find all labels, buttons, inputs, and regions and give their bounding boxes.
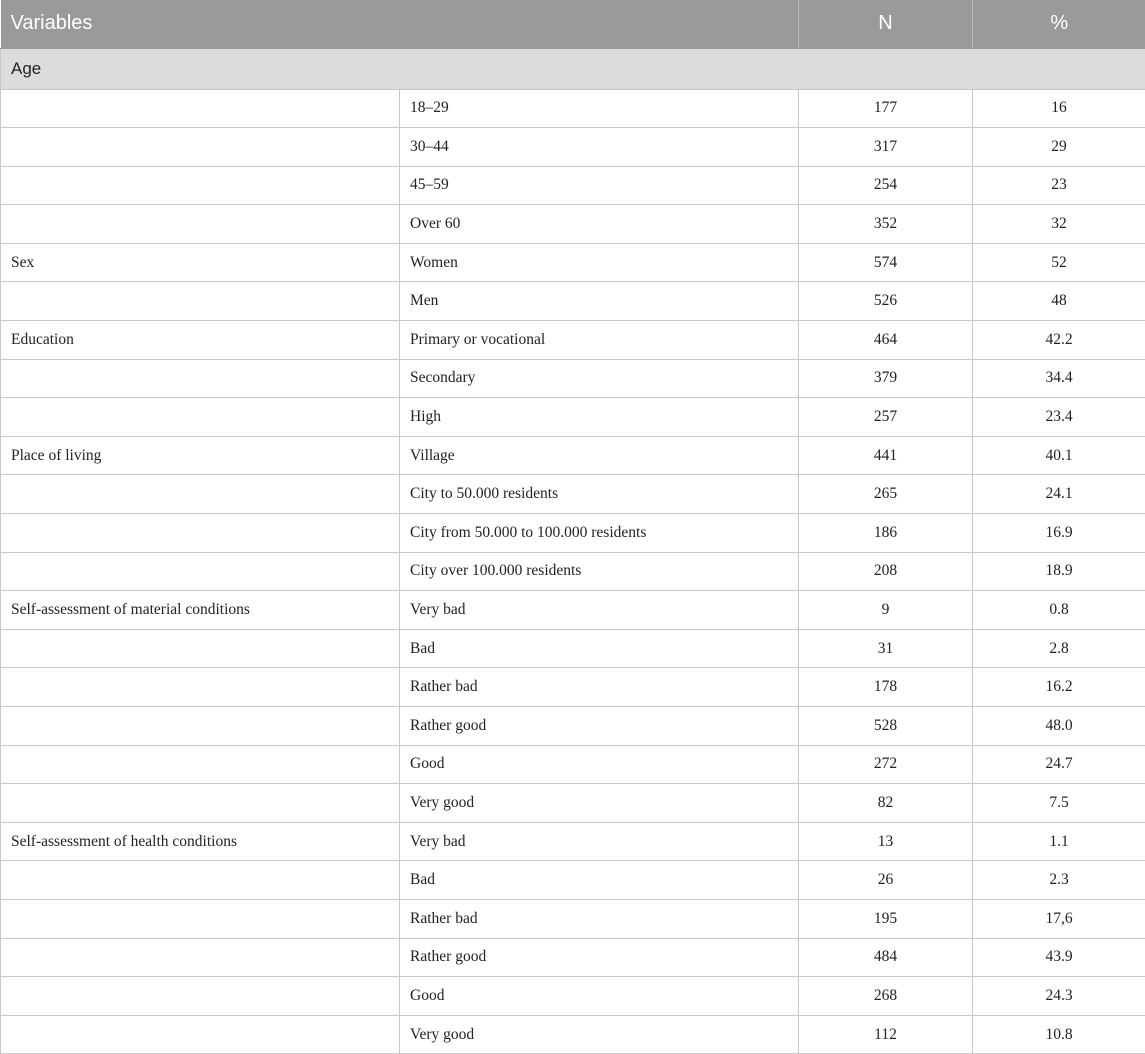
cell-percent: 42.2 [973, 321, 1145, 360]
cell-category: Women [400, 243, 799, 282]
cell-category: Men [400, 282, 799, 321]
cell-n: 177 [799, 89, 973, 128]
cell-variable [1, 552, 400, 591]
cell-n: 195 [799, 899, 973, 938]
cell-variable [1, 861, 400, 900]
cell-variable: Self-assessment of material conditions [1, 591, 400, 630]
cell-n: 208 [799, 552, 973, 591]
cell-variable: Sex [1, 243, 400, 282]
cell-percent: 29 [973, 128, 1145, 167]
cell-n: 9 [799, 591, 973, 630]
cell-category: 18–29 [400, 89, 799, 128]
cell-n: 26 [799, 861, 973, 900]
cell-variable [1, 899, 400, 938]
cell-variable [1, 89, 400, 128]
cell-percent: 1.1 [973, 822, 1145, 861]
table-row [1, 668, 1145, 707]
cell-category: Secondary [400, 359, 799, 398]
header-row [1, 0, 1145, 48]
cell-percent: 16.9 [973, 514, 1145, 553]
table-row [1, 398, 1145, 437]
cell-n: 178 [799, 668, 973, 707]
cell-variable: Place of living [1, 436, 400, 475]
cell-n: 112 [799, 1015, 973, 1054]
cell-category: Over 60 [400, 205, 799, 244]
table-row [1, 89, 1145, 128]
table-row [1, 1015, 1145, 1054]
cell-category: Rather bad [400, 899, 799, 938]
table-header [1, 0, 1145, 48]
cell-n: 379 [799, 359, 973, 398]
cell-percent: 18.9 [973, 552, 1145, 591]
table-row [1, 591, 1145, 630]
cell-variable [1, 1015, 400, 1054]
cell-n: 441 [799, 436, 973, 475]
table-row [1, 321, 1145, 360]
cell-variable [1, 475, 400, 514]
cell-percent: 34.4 [973, 359, 1145, 398]
table-row [1, 822, 1145, 861]
cell-n: 317 [799, 128, 973, 167]
cell-category: Bad [400, 861, 799, 900]
table-row [1, 899, 1145, 938]
cell-variable [1, 514, 400, 553]
table-row [1, 514, 1145, 553]
table-row [1, 243, 1145, 282]
cell-category: Very bad [400, 822, 799, 861]
cell-variable [1, 166, 400, 205]
cell-category: Primary or vocational [400, 321, 799, 360]
cell-percent: 24.1 [973, 475, 1145, 514]
header-n: N [799, 0, 973, 48]
cell-category: City over 100.000 residents [400, 552, 799, 591]
header-variables: Variables [1, 0, 799, 48]
cell-variable [1, 707, 400, 746]
cell-percent: 2.8 [973, 629, 1145, 668]
cell-variable [1, 784, 400, 823]
cell-category: Bad [400, 629, 799, 668]
cell-percent: 16.2 [973, 668, 1145, 707]
cell-category: 45–59 [400, 166, 799, 205]
cell-percent: 2.3 [973, 861, 1145, 900]
table-row [1, 282, 1145, 321]
cell-variable [1, 359, 400, 398]
table-row [1, 475, 1145, 514]
table-row [1, 707, 1145, 746]
table-row [1, 861, 1145, 900]
header-percent: % [973, 0, 1145, 48]
cell-percent: 23 [973, 166, 1145, 205]
cell-n: 528 [799, 707, 973, 746]
cell-category: Rather bad [400, 668, 799, 707]
table-row [1, 166, 1145, 205]
table-body [1, 48, 1145, 1054]
cell-variable: Self-assessment of health conditions [1, 822, 400, 861]
cell-n: 254 [799, 166, 973, 205]
cell-variable [1, 668, 400, 707]
table-row [1, 784, 1145, 823]
cell-category: City from 50.000 to 100.000 residents [400, 514, 799, 553]
cell-category: Rather good [400, 938, 799, 977]
cell-n: 272 [799, 745, 973, 784]
cell-n: 31 [799, 629, 973, 668]
cell-percent: 48 [973, 282, 1145, 321]
cell-n: 574 [799, 243, 973, 282]
cell-percent: 48.0 [973, 707, 1145, 746]
group-label: Age [1, 48, 1145, 89]
cell-percent: 40.1 [973, 436, 1145, 475]
cell-percent: 0.8 [973, 591, 1145, 630]
cell-category: 30–44 [400, 128, 799, 167]
cell-percent: 24.3 [973, 977, 1145, 1016]
cell-category: Good [400, 745, 799, 784]
table-row [1, 436, 1145, 475]
cell-category: City to 50.000 residents [400, 475, 799, 514]
table-row [1, 938, 1145, 977]
cell-variable [1, 398, 400, 437]
cell-n: 352 [799, 205, 973, 244]
cell-percent: 43.9 [973, 938, 1145, 977]
cell-n: 257 [799, 398, 973, 437]
cell-category: Village [400, 436, 799, 475]
table-row [1, 552, 1145, 591]
table-row [1, 128, 1145, 167]
cell-variable [1, 282, 400, 321]
cell-category: Very good [400, 784, 799, 823]
cell-percent: 7.5 [973, 784, 1145, 823]
cell-category: High [400, 398, 799, 437]
cell-category: Good [400, 977, 799, 1016]
cell-percent: 32 [973, 205, 1145, 244]
cell-percent: 17,6 [973, 899, 1145, 938]
table-row [1, 977, 1145, 1016]
table-row [1, 205, 1145, 244]
group-row-age [1, 48, 1145, 89]
cell-n: 265 [799, 475, 973, 514]
cell-n: 268 [799, 977, 973, 1016]
cell-variable [1, 128, 400, 167]
cell-category: Rather good [400, 707, 799, 746]
cell-n: 526 [799, 282, 973, 321]
cell-percent: 23.4 [973, 398, 1145, 437]
cell-percent: 10.8 [973, 1015, 1145, 1054]
cell-n: 484 [799, 938, 973, 977]
cell-variable [1, 938, 400, 977]
cell-variable [1, 977, 400, 1016]
cell-percent: 16 [973, 89, 1145, 128]
table-row [1, 359, 1145, 398]
cell-category: Very bad [400, 591, 799, 630]
cell-percent: 24.7 [973, 745, 1145, 784]
cell-percent: 52 [973, 243, 1145, 282]
table-row [1, 745, 1145, 784]
cell-n: 464 [799, 321, 973, 360]
cell-variable [1, 205, 400, 244]
table-row [1, 629, 1145, 668]
cell-variable [1, 745, 400, 784]
cell-n: 186 [799, 514, 973, 553]
cell-category: Very good [400, 1015, 799, 1054]
cell-n: 13 [799, 822, 973, 861]
cell-variable: Education [1, 321, 400, 360]
cell-n: 82 [799, 784, 973, 823]
cell-variable [1, 629, 400, 668]
